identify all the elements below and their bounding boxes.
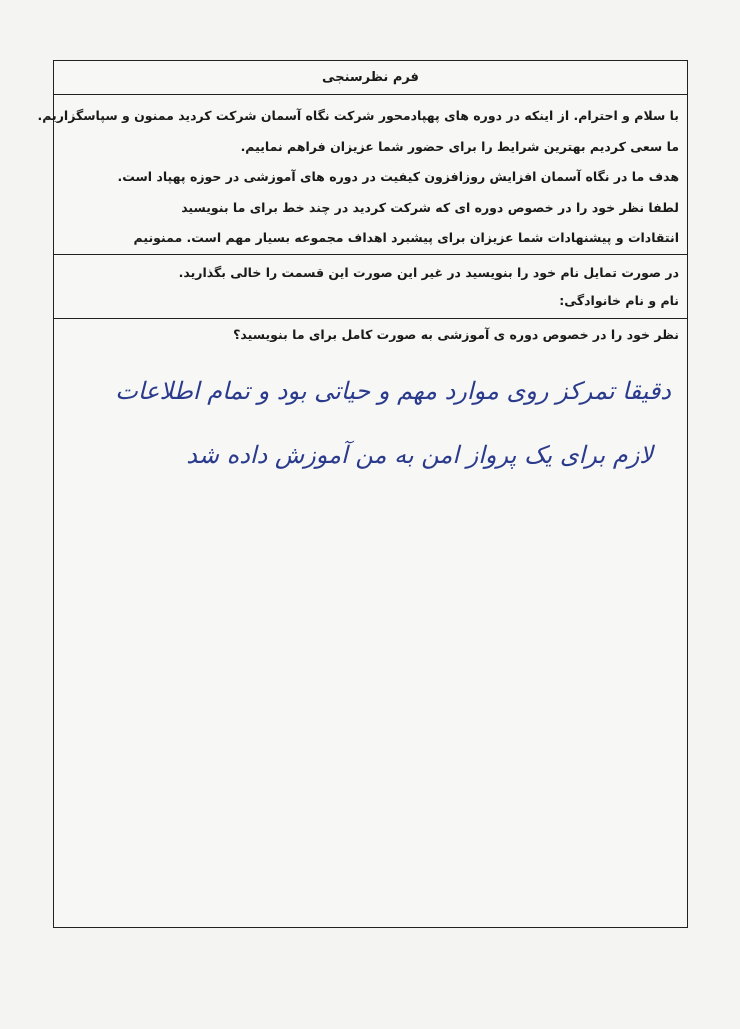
name-instruction: در صورت تمایل نام خود را بنویسید در غیر این صورت این قسمت را خالی بگذارید. <box>178 265 679 280</box>
intro-line: لطفا نظر خود را در خصوص دوره ای که شرکت کردید در چند خط برای ما بنویسید <box>181 199 679 215</box>
survey-form <box>37 60 688 928</box>
intro-line: هدف ما در نگاه آسمان افزایش روزافزون کیفیت در دوره های آموزشی در حوزه پهپاد است. <box>117 169 679 184</box>
intro-line: ما سعی کردیم بهترین شرایط را برای حضور شما عزیزان فراهم نماییم. <box>240 138 679 154</box>
name-field-label: نام و نام خانوادگی: <box>559 293 679 308</box>
opinion-question: نظر خود را در خصوص دوره ی آموزشی به صورت کامل برای ما بنویسید؟ <box>233 327 679 342</box>
handwritten-response-line: لازم برای یک پرواز امن به من آموزش داده شد <box>186 441 653 469</box>
intro-line: انتقادات و پیشنهادات شما عزیزان برای پیشبرد اهداف مجموعه بسیار مهم است. ممنونیم <box>133 230 679 245</box>
opinion-section <box>54 319 687 347</box>
name-section <box>54 255 687 319</box>
form-title: فرم نظرسنجی <box>54 61 687 95</box>
intro-line: با سلام و احترام. از اینکه در دوره های پهپادمحور شرکت نگاه آسمان شرکت کردید ممنون و سپاسگزاریم. <box>37 108 679 123</box>
intro-section <box>37 95 687 255</box>
handwritten-response-line: دقیقا تمرکز روی موارد مهم و حیاتی بود و تمام اطلاعات <box>115 377 671 405</box>
